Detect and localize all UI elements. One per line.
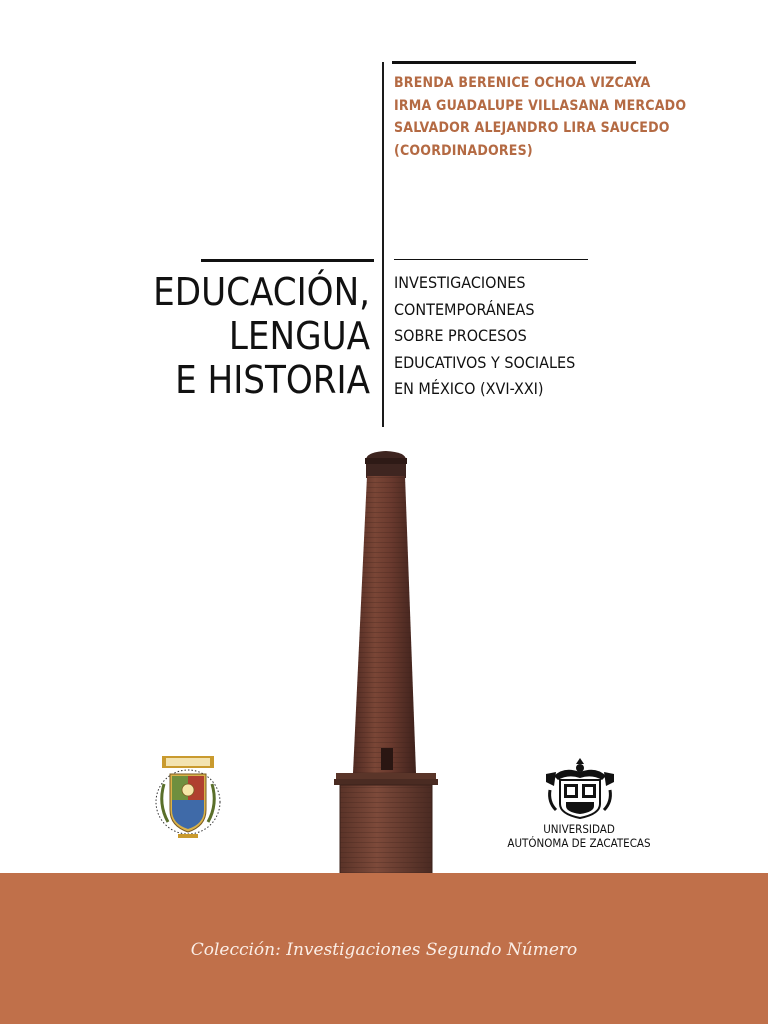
title-rule xyxy=(201,259,374,262)
publisher-line-1: UNIVERSIDAD xyxy=(543,822,615,836)
book-title xyxy=(153,270,370,402)
subtitle-rule xyxy=(394,259,588,260)
subtitle-line-3: SOBRE PROCESOS xyxy=(394,326,527,345)
chimney-image xyxy=(330,448,442,874)
subtitle-line-4: EDUCATIVOS Y SOCIALES xyxy=(394,352,576,372)
author-2: IRMA GUADALUPE VILLASANA MERCADO xyxy=(394,97,687,114)
uaz-logo-icon xyxy=(540,756,620,820)
institution-seal-icon xyxy=(152,754,224,846)
author-3: SALVADOR ALEJANDRO LIRA SAUCEDO xyxy=(394,120,670,136)
author-1: BRENDA BERENICE OCHOA VIZCAYA xyxy=(394,75,651,91)
subtitle-line-2: CONTEMPORÁNEAS xyxy=(394,299,535,319)
title-line-1: EDUCACIÓN, xyxy=(153,270,370,314)
title-line-3: E HISTORIA xyxy=(175,358,370,402)
subtitle-line-1: INVESTIGACIONES xyxy=(394,273,526,292)
authors-block xyxy=(394,72,686,162)
coordinators-label: (COORDINADORES) xyxy=(394,142,533,159)
collection-label: Colección: Investigaciones Segundo Número xyxy=(190,940,578,960)
authors-rule xyxy=(392,61,636,64)
subtitle-line-5: EN MÉXICO (XVI-XXI) xyxy=(394,379,544,398)
publisher-line-2: AUTÓNOMA DE ZACATECAS xyxy=(507,836,651,850)
title-line-2: LENGUA xyxy=(228,314,370,358)
publisher-name xyxy=(497,822,661,850)
book-subtitle xyxy=(394,270,575,403)
vertical-divider xyxy=(382,62,384,427)
